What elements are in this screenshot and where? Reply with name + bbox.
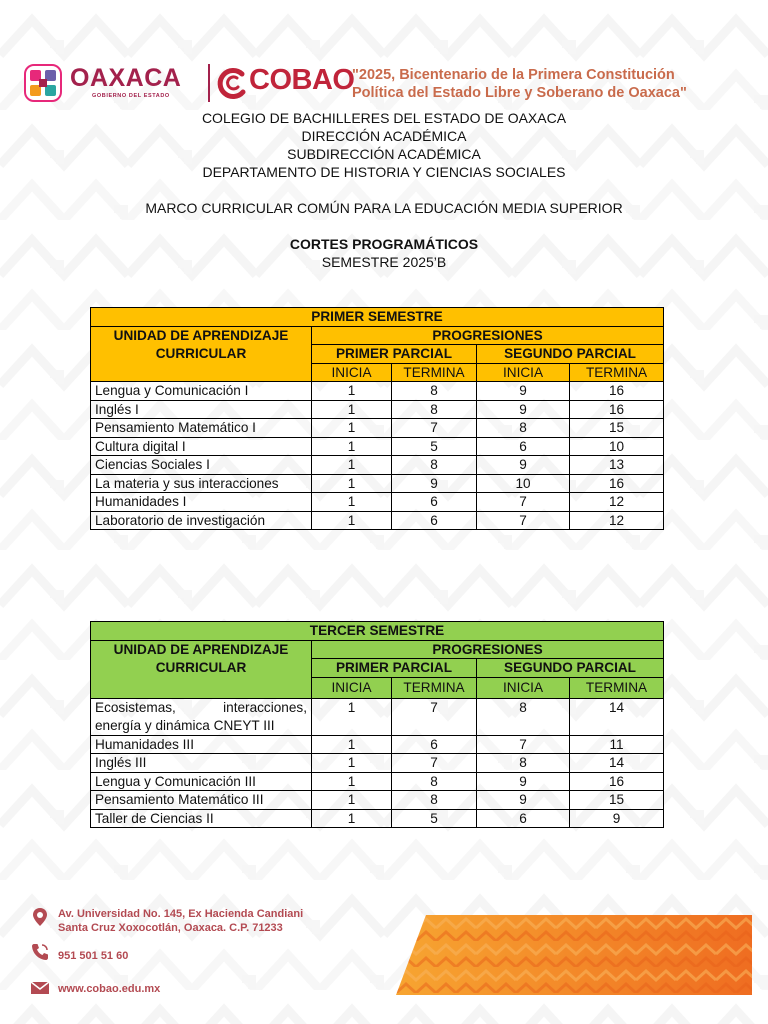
logo-divider: [208, 64, 210, 102]
p2-termina-cell: 14: [570, 754, 664, 773]
p1-inicia-cell: 1: [312, 474, 392, 493]
subject-cell: Pensamiento Matemático I: [91, 419, 312, 438]
table-row: [91, 754, 664, 773]
p1-inicia-cell: 1: [312, 419, 392, 438]
table-row: [91, 735, 664, 754]
subject-cell: Lengua y Comunicación III: [91, 772, 312, 791]
motto-text: [352, 66, 687, 102]
p1-inicia-cell: 1: [312, 382, 392, 401]
semester-label: SEMESTRE 2025’B: [321, 254, 447, 270]
institution-line-2: DIRECCIÓN ACADÉMICA: [301, 128, 467, 144]
progresiones-header: PROGRESIONES: [312, 640, 664, 659]
p2-inicia-cell: 6: [477, 809, 570, 828]
primer-parcial-header: PRIMER PARCIAL: [312, 345, 477, 364]
subject-cell: Ciencias Sociales I: [91, 456, 312, 475]
institution-line-1: COLEGIO DE BACHILLERES DEL ESTADO DE OAXACA: [201, 110, 567, 126]
p2-termina-cell: 11: [570, 735, 664, 754]
p2-termina-cell: 16: [570, 772, 664, 791]
oaxaca-emblem-icon: [24, 64, 62, 102]
unidad-header: UNIDAD DE APRENDIZAJE CURRICULAR: [91, 326, 312, 382]
subject-cell: Cultura digital I: [91, 437, 312, 456]
page-footer: [0, 895, 768, 1005]
p2-inicia-cell: 8: [477, 419, 570, 438]
p1-inicia-cell: 1: [312, 493, 392, 512]
termina-header: TERMINA: [570, 363, 664, 382]
segundo-parcial-header: SEGUNDO PARCIAL: [477, 345, 664, 364]
p2-inicia-cell: 9: [477, 456, 570, 475]
p2-termina-cell: 16: [570, 400, 664, 419]
subject-cell: Humanidades I: [91, 493, 312, 512]
p2-inicia-cell: 7: [477, 493, 570, 512]
table-row: [91, 493, 664, 512]
oaxaca-logo-text: OAXACA: [70, 64, 182, 92]
p1-termina-cell: 7: [392, 419, 477, 438]
p1-termina-cell: 6: [392, 735, 477, 754]
table-row: [91, 809, 664, 828]
p1-termina-cell: 5: [392, 809, 477, 828]
table-row: [91, 511, 664, 530]
p1-termina-cell: 6: [392, 511, 477, 530]
p1-termina-cell: 8: [392, 456, 477, 475]
p2-inicia-cell: 9: [477, 382, 570, 401]
subject-cell: Inglés III: [91, 754, 312, 773]
p2-termina-cell: 12: [570, 493, 664, 512]
p1-termina-cell: 8: [392, 791, 477, 810]
p1-termina-cell: 8: [392, 772, 477, 791]
subject-cell: Lengua y Comunicación I: [91, 382, 312, 401]
oaxaca-logo-subtext: GOBIERNO DEL ESTADO: [92, 93, 170, 99]
institution-line-4: DEPARTAMENTO DE HISTORIA Y CIENCIAS SOCIALES: [202, 164, 566, 180]
p1-inicia-cell: 1: [312, 754, 392, 773]
motto-line-2: Política del Estado Libre y Soberano de Oaxaca": [352, 85, 687, 101]
table-row: [91, 474, 664, 493]
progresiones-header: PROGRESIONES: [312, 326, 664, 345]
p2-inicia-cell: 8: [477, 754, 570, 773]
p1-inicia-cell: 1: [312, 698, 392, 735]
phone-icon: [30, 942, 50, 962]
cobao-swirl-icon: [215, 65, 249, 101]
segundo-parcial-header: SEGUNDO PARCIAL: [477, 659, 664, 678]
p1-inicia-cell: 1: [312, 791, 392, 810]
motto-line-1: "2025, Bicentenario de la Primera Constitución: [352, 67, 675, 83]
table-row: [91, 437, 664, 456]
p2-termina-cell: 14: [570, 698, 664, 735]
p2-inicia-cell: 9: [477, 791, 570, 810]
p2-termina-cell: 15: [570, 419, 664, 438]
subject-cell: Taller de Ciencias II: [91, 809, 312, 828]
subject-cell: La materia y sus interacciones: [91, 474, 312, 493]
inicia-header: INICIA: [312, 677, 392, 698]
p1-termina-cell: 8: [392, 400, 477, 419]
p1-inicia-cell: 1: [312, 437, 392, 456]
phone-number[interactable]: 951 501 51 60: [58, 950, 129, 962]
location-pin-icon: [30, 907, 50, 927]
table-row: [91, 791, 664, 810]
p1-inicia-cell: 1: [312, 735, 392, 754]
p1-inicia-cell: 1: [312, 772, 392, 791]
p2-termina-cell: 16: [570, 474, 664, 493]
inicia-header: INICIA: [312, 363, 392, 382]
p1-inicia-cell: 1: [312, 456, 392, 475]
table-row: [91, 400, 664, 419]
p1-termina-cell: 9: [392, 474, 477, 493]
termina-header: TERMINA: [570, 677, 664, 698]
p2-inicia-cell: 9: [477, 400, 570, 419]
p2-termina-cell: 12: [570, 511, 664, 530]
mail-icon: [30, 978, 50, 998]
p1-termina-cell: 8: [392, 382, 477, 401]
p1-inicia-cell: 1: [312, 400, 392, 419]
document-title: CORTES PROGRAMÁTICOS: [289, 236, 479, 252]
subject-cell: Humanidades III: [91, 735, 312, 754]
termina-header: TERMINA: [392, 677, 477, 698]
subject-cell: Pensamiento Matemático III: [91, 791, 312, 810]
p1-termina-cell: 7: [392, 698, 477, 735]
subject-cell: Ecosistemas, interacciones, energía y dinámica CNEYT III: [91, 698, 312, 735]
address-line-2: Santa Cruz Xoxocotlán, Oaxaca. C.P. 71233: [58, 922, 283, 934]
inicia-header: INICIA: [477, 363, 570, 382]
semester-title: PRIMER SEMESTRE: [91, 308, 664, 327]
p2-termina-cell: 9: [570, 809, 664, 828]
p2-inicia-cell: 6: [477, 437, 570, 456]
table-row: [91, 456, 664, 475]
primer-semestre-table: [90, 307, 664, 530]
p1-inicia-cell: 1: [312, 511, 392, 530]
p2-inicia-cell: 8: [477, 698, 570, 735]
inicia-header: INICIA: [477, 677, 570, 698]
p1-inicia-cell: 1: [312, 809, 392, 828]
p2-termina-cell: 16: [570, 382, 664, 401]
p2-termina-cell: 15: [570, 791, 664, 810]
decorative-orange-band: [396, 915, 752, 995]
framework-title: MARCO CURRICULAR COMÚN PARA LA EDUCACIÓN MEDIA SUPERIOR: [145, 200, 623, 216]
p1-termina-cell: 7: [392, 754, 477, 773]
website-link[interactable]: www.cobao.edu.mx: [58, 983, 161, 995]
address-line-1: Av. Universidad No. 145, Ex Hacienda Candiani: [58, 908, 304, 920]
table-row: [91, 419, 664, 438]
p2-termina-cell: 13: [570, 456, 664, 475]
p2-inicia-cell: 9: [477, 772, 570, 791]
unidad-header: UNIDAD DE APRENDIZAJE CURRICULAR: [91, 640, 312, 698]
cobao-logo-text: COBAO: [249, 64, 355, 96]
table-row: [91, 698, 664, 735]
tercer-semestre-table: [90, 621, 664, 828]
p2-inicia-cell: 7: [477, 511, 570, 530]
p2-termina-cell: 10: [570, 437, 664, 456]
termina-header: TERMINA: [392, 363, 477, 382]
subject-cell: Inglés I: [91, 400, 312, 419]
table-row: [91, 382, 664, 401]
primer-parcial-header: PRIMER PARCIAL: [312, 659, 477, 678]
table-row: [91, 772, 664, 791]
semester-title: TERCER SEMESTRE: [91, 622, 664, 641]
p1-termina-cell: 5: [392, 437, 477, 456]
institution-line-3: SUBDIRECCIÓN ACADÉMICA: [287, 146, 481, 162]
p1-termina-cell: 6: [392, 493, 477, 512]
p2-inicia-cell: 10: [477, 474, 570, 493]
page-header: [22, 62, 752, 106]
p2-inicia-cell: 7: [477, 735, 570, 754]
subject-cell: Laboratorio de investigación: [91, 511, 312, 530]
